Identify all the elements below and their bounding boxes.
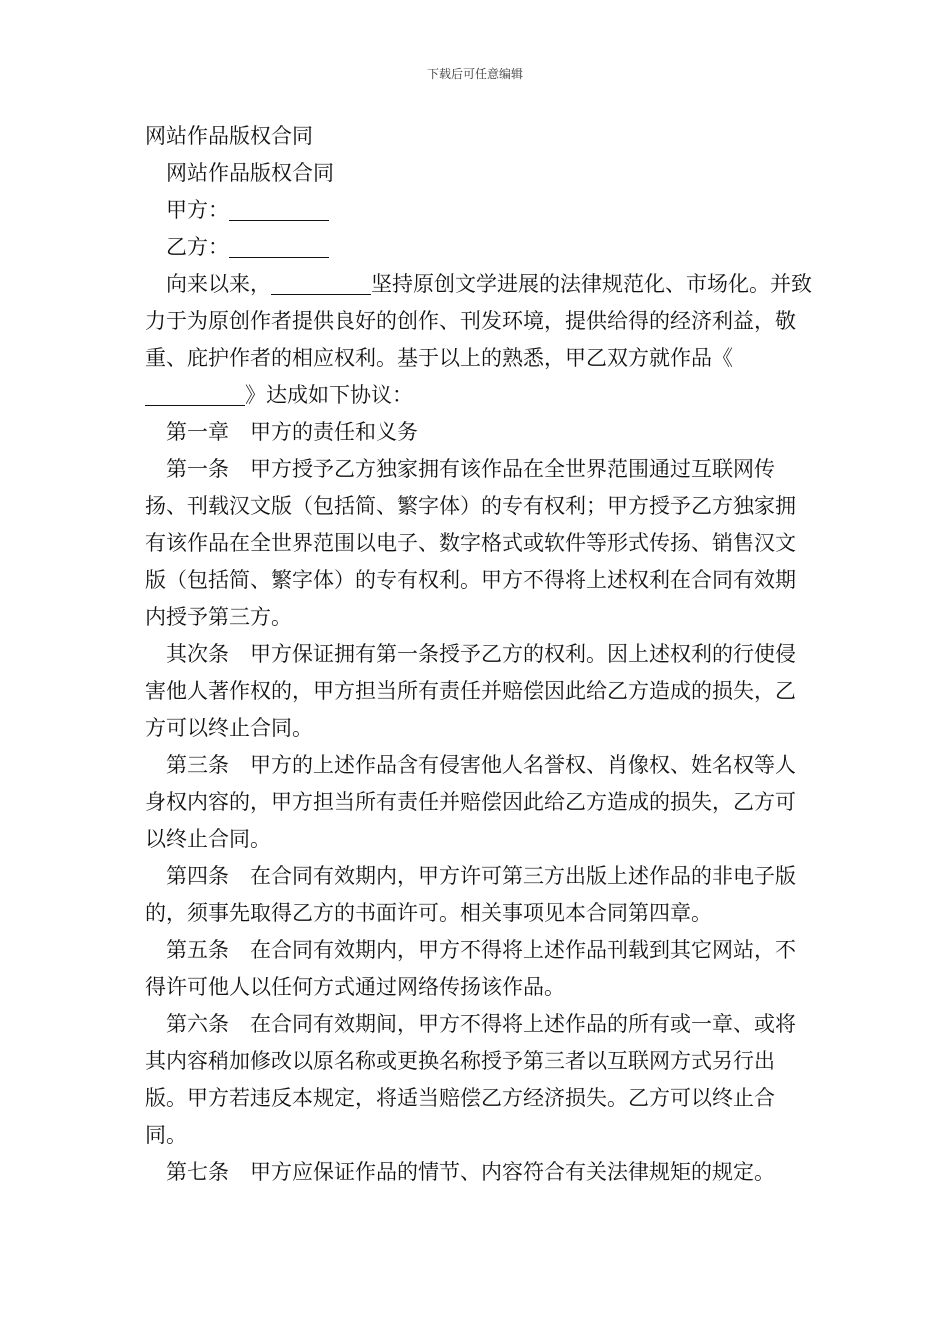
article-2: 其次条 甲方保证拥有第一条授予乙方的权利。因上述权利的行使侵害他人著作权的，甲方担当所有责任并赔偿因此给乙方造成的损失，乙方可以终止合同。 [145,642,796,740]
article-3: 第三条 甲方的上述作品含有侵害他人名誉权、肖像权、姓名权等人身权内容的，甲方担当所有责任并赔偿因此给乙方造成的损失，乙方可以终止合同。 [145,753,796,851]
intro-part-1: 向来以来， [166,272,271,296]
article-6: 第六条 在合同有效期间，甲方不得将上述作品的所有或一章、或将其内容稍加修改以原名称或更换名称授予第三者以互联网方式另行出版。甲方若违反本规定，将适当赔偿乙方经济损失。乙方可以终止合同。 [145,1012,796,1147]
article-1: 第一条 甲方授予乙方独家拥有该作品在全世界范围通过互联网传扬、刊载汉文版（包括简、繁字体）的专有权利；甲方授予乙方独家拥有该作品在全世界范围以电子、数字格式或软件等形式传扬、销售汉文版（包括简、繁字体）的专有权利。甲方不得将上述权利在合同有效期内授予第三方。 [145,457,796,629]
party-b-line [145,229,815,266]
contract-title: 网站作品版权合同 [166,161,334,185]
article-4: 第四条 在合同有效期内，甲方许可第三方出版上述作品的非电子版的，须事先取得乙方的书面许可。相关事项见本合同第四章。 [145,864,796,925]
document-title: 网站作品版权合同 [145,124,313,148]
party-a-label: 甲方： [166,198,229,222]
article-5: 第五条 在合同有效期内，甲方不得将上述作品刊载到其它网站，不得许可他人以任何方式通过网络传扬该作品。 [145,938,796,999]
party-a-line [145,192,815,229]
work-title-blank [145,383,245,406]
intro-paragraph [145,266,815,414]
intro-part-2: 坚持原创文学进展的法律规范化、市场化。并致力于为原创作者提供良好的创作、刊发环境，提供给得的经济利益，敬重、庇护作者的相应权利。基于以上的熟悉，甲乙双方就作品《 [145,272,812,370]
website-name-blank [271,272,371,295]
chapter-1-heading: 第一章 甲方的责任和义务 [166,420,418,444]
contract-body [145,118,815,1191]
article-7: 第七条 甲方应保证作品的情节、内容符合有关法律规矩的规定。 [166,1160,775,1184]
party-b-label: 乙方： [166,235,229,259]
party-a-blank [229,198,329,221]
intro-part-3: 》达成如下协议： [245,383,413,407]
party-b-blank [229,235,329,258]
header-note: 下载后可任意编辑 [426,67,523,81]
